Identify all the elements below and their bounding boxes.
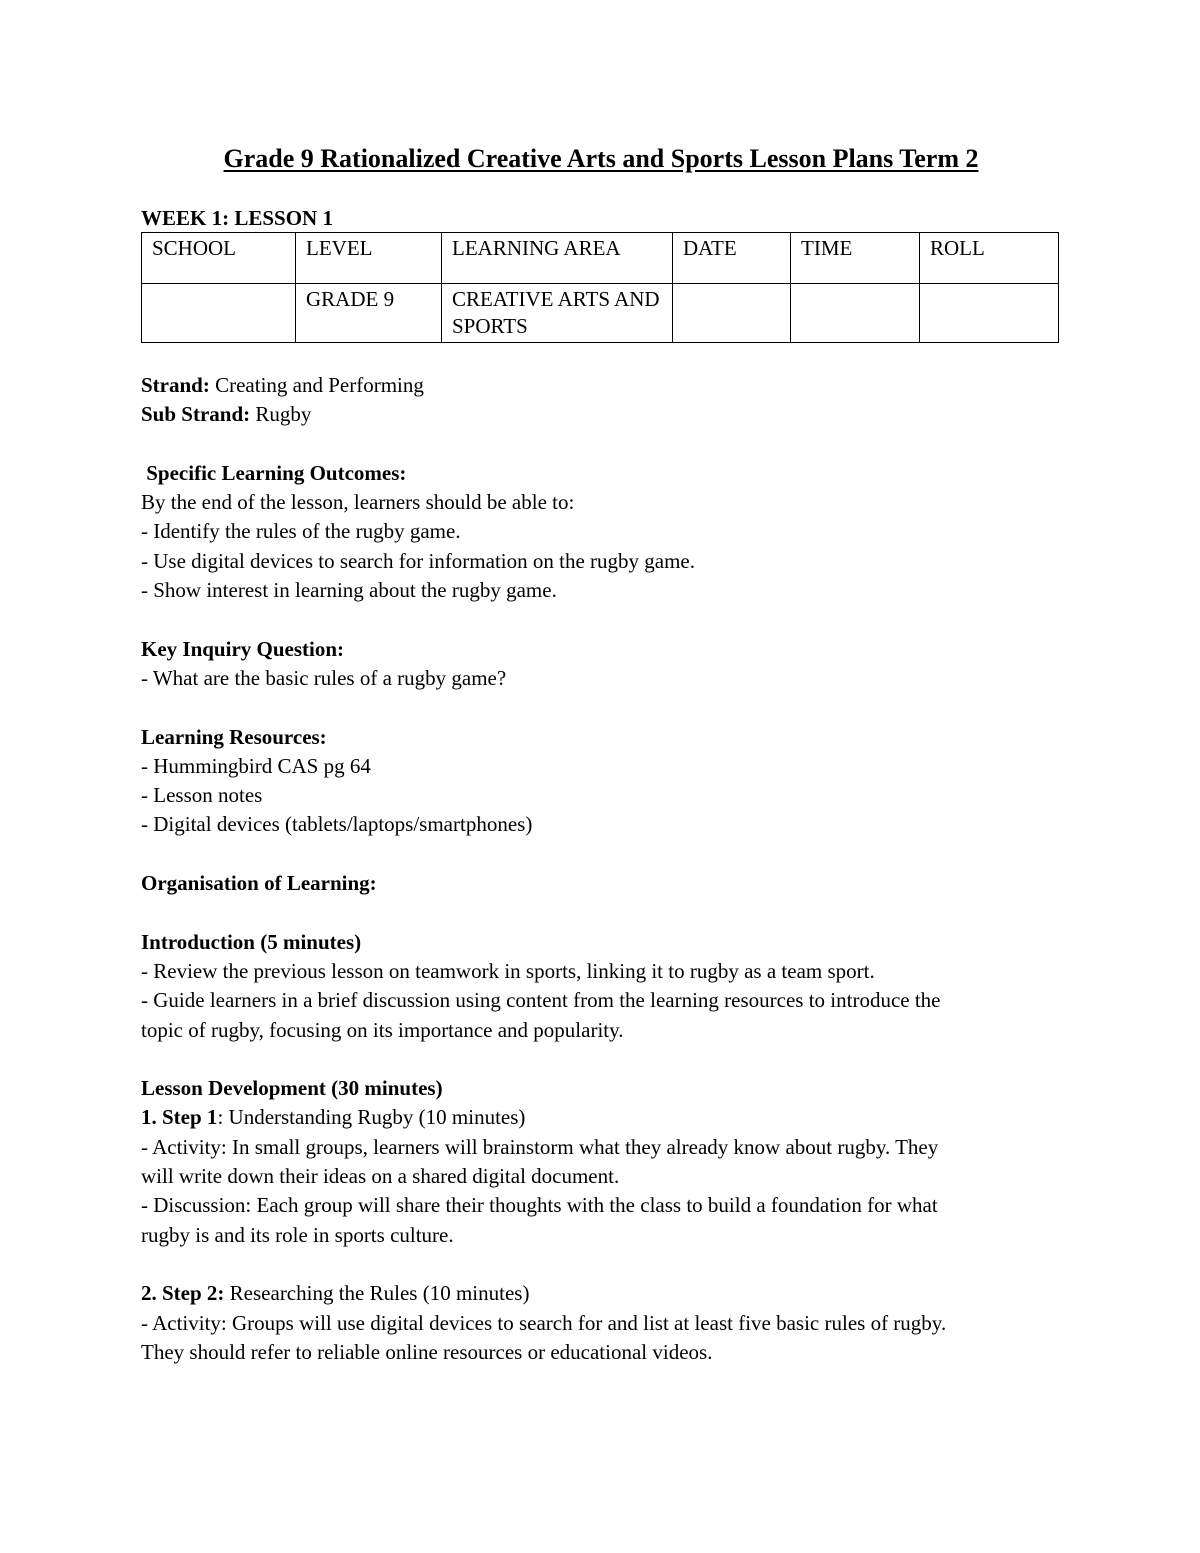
cell-roll xyxy=(920,284,1059,343)
step2-line xyxy=(141,1279,1061,1308)
strand-value: Creating and Performing xyxy=(209,373,424,397)
resource-item: - Digital devices (tablets/laptops/smartphones) xyxy=(141,812,533,837)
resources-heading: Learning Resources: xyxy=(141,724,327,749)
step1-line xyxy=(141,1103,1061,1132)
table-header-row xyxy=(142,233,1059,284)
resource-item: - Lesson notes xyxy=(141,783,263,808)
slo-intro: By the end of the lesson, learners should be able to: xyxy=(141,490,575,515)
introduction-item: - Review the previous lesson on teamwork in sports, linking it to rugby as a team sport. xyxy=(141,958,875,983)
week-lesson-heading: WEEK 1: LESSON 1 xyxy=(141,206,333,230)
step1-item: - Discussion: Each group will share their thoughts with the class to build a foundation for what xyxy=(141,1193,938,1218)
development-heading: Lesson Development (30 minutes) xyxy=(141,1076,443,1101)
lesson-info-table xyxy=(141,232,1059,343)
cell-level: GRADE 9 xyxy=(296,284,442,343)
sub-strand-value: Rugby xyxy=(250,402,312,427)
cell-learning-area: CREATIVE ARTS AND SPORTS xyxy=(442,284,673,343)
sub-strand-label: Sub Strand: xyxy=(141,402,251,427)
step2-text: Researching the Rules (10 minutes) xyxy=(224,1281,530,1306)
step1-item: will write down their ideas on a shared digital document. xyxy=(141,1164,620,1189)
kiq-heading: Key Inquiry Question: xyxy=(141,636,345,661)
table-value-row xyxy=(142,284,1059,343)
step2-label: 2. Step 2: xyxy=(141,1281,225,1306)
header-date: DATE xyxy=(673,233,791,284)
sub-strand-line xyxy=(141,400,1061,429)
document-page xyxy=(141,140,1061,1367)
header-school: SCHOOL xyxy=(142,233,296,284)
slo-item: - Show interest in learning about the rugby game. xyxy=(141,578,557,603)
document-title: Grade 9 Rationalized Creative Arts and Sports Lesson Plans Term 2 xyxy=(223,144,979,173)
introduction-heading: Introduction (5 minutes) xyxy=(141,929,362,954)
resource-item: - Hummingbird CAS pg 64 xyxy=(141,753,371,778)
header-roll: ROLL xyxy=(920,233,1059,284)
step1-item: - Activity: In small groups, learners will brainstorm what they already know about rugby. They xyxy=(141,1134,939,1159)
step2-item: - Activity: Groups will use digital devices to search for and list at least five basic rules of rugby. xyxy=(141,1310,947,1335)
header-time: TIME xyxy=(791,233,920,284)
slo-item: - Identify the rules of the rugby game. xyxy=(141,519,461,544)
step1-text: : Understanding Rugby (10 minutes) xyxy=(217,1105,526,1130)
step1-label: 1. Step 1 xyxy=(141,1105,218,1130)
slo-item: - Use digital devices to search for information on the rugby game. xyxy=(141,548,695,573)
kiq-item: - What are the basic rules of a rugby game? xyxy=(141,665,507,690)
slo-heading: Specific Learning Outcomes: xyxy=(141,460,407,485)
cell-date xyxy=(673,284,791,343)
strand-label: Strand: xyxy=(141,373,210,397)
step2-item: They should refer to reliable online resources or educational videos. xyxy=(141,1339,713,1364)
header-level: LEVEL xyxy=(296,233,442,284)
introduction-item: - Guide learners in a brief discussion using content from the learning resources to introduce the xyxy=(141,988,941,1013)
step1-item: rugby is and its role in sports culture. xyxy=(141,1222,454,1247)
strand-line xyxy=(141,371,1061,400)
cell-time xyxy=(791,284,920,343)
cell-school xyxy=(142,284,296,343)
header-learning-area: LEARNING AREA xyxy=(442,233,673,284)
introduction-item: topic of rugby, focusing on its importance and popularity. xyxy=(141,1017,624,1042)
organisation-heading: Organisation of Learning: xyxy=(141,871,377,896)
